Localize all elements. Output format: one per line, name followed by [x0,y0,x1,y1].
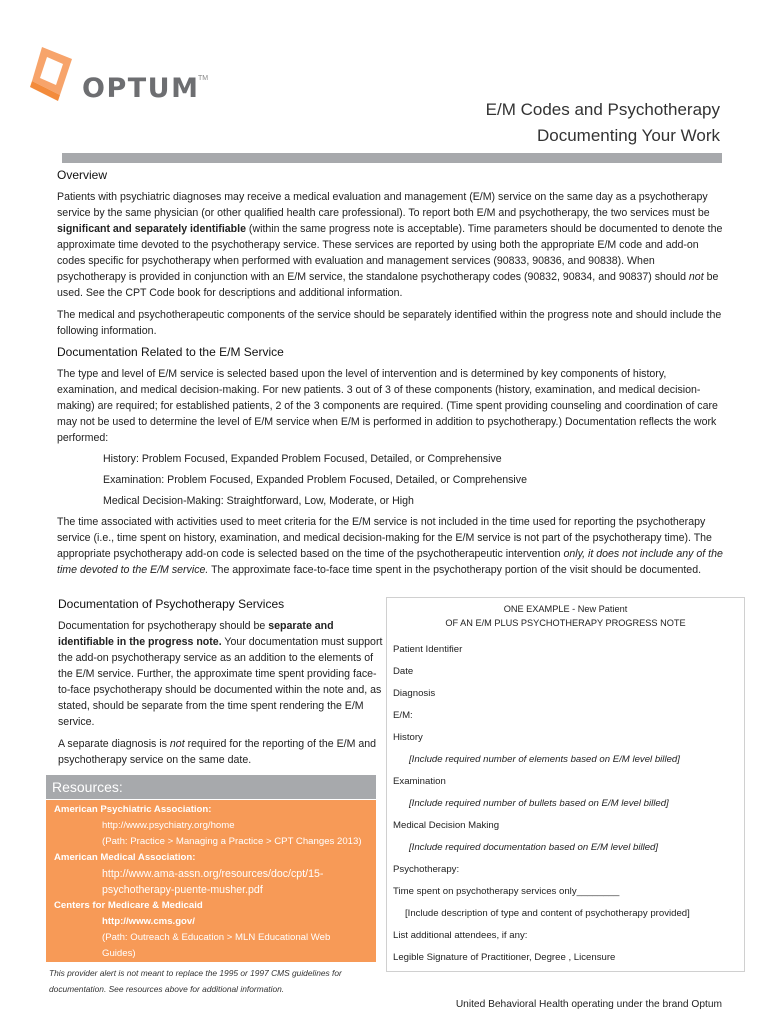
em-mdm-text: : Straightforward, Low, Moderate, or High [220,495,414,507]
resource-apa-path: (Path: Practice > Managing a Practice > CPT Changes 2013) [102,836,362,847]
psycho-text: A separate diagnosis is [58,738,170,750]
em-heading: Documentation Related to the E/M Service [57,345,284,359]
example-header-line-1: ONE EXAMPLE - New Patient [503,604,628,614]
example-patient-identifier: Patient Identifier [393,644,463,655]
example-mdm-note: [Include required documentation based on E/M level billed] [409,842,659,853]
example-mdm: Medical Decision Making [393,820,500,831]
overview-emphasis: significant and separately identifiable [57,223,246,235]
example-time-spent: Time spent on psychotherapy services only________ [393,886,620,897]
psycho-emphasis: separate and identifiable in the progress note. [58,620,334,648]
em-history-line [57,451,723,467]
psychotherapy-heading: Documentation of Psychotherapy Services [58,597,285,611]
example-header [387,602,744,630]
title-divider [62,153,722,163]
example-time-note: [Include description of type and content of psychotherapy provided] [405,908,690,919]
resource-cms-path-2: Guides) [102,948,136,959]
overview-paragraph-1 [57,189,723,301]
resource-ama-link-1[interactable]: http://www.ama-assn.org/resources/doc/cpt/15- [102,868,324,880]
example-examination: Examination [393,776,446,787]
em-emphasis: only, it does not include any of the time devoted to the E/M service. [57,548,723,576]
em-section [57,344,723,578]
overview-paragraph-2: The medical and psychotherapeutic components of the service should be separately identified within the progress note and should include the following information. [57,309,722,337]
resource-ama: American Medical Association: [54,852,196,863]
example-diagnosis: Diagnosis [393,688,436,699]
psycho-emphasis-not: not [169,738,185,750]
disclaimer [49,965,379,997]
em-exam-text: : Problem Focused, Expanded Problem Focused, Detailed, or Comprehensive [161,474,527,486]
disclaimer-line-2: documentation. See resources above for additional information. [49,984,285,994]
psycho-text: Your documentation must support the add-on psychotherapy service as an addition to the elements of the E/M service. Further, the approximate time spent providing face-to-face psychotherapy should be documented within the note and, as stated, should be separate from the time spent rendering the E/M service. [58,636,383,728]
resource-apa-link[interactable]: http://www.psychiatry.org/home [102,820,235,831]
optum-logo-icon [30,45,90,105]
disclaimer-line-1: This provider alert is not meant to replace the 1995 or 1997 CMS guidelines for [49,968,342,978]
title-line-2: Documenting Your Work [536,126,720,145]
em-mdm-label: Medical Decision-Making [103,495,221,507]
resources-panel [46,800,376,962]
resource-cms-path-1: (Path: Outreach & Education > MLN Educational Web [102,932,331,943]
em-exam-label: Examination [103,474,162,486]
em-history-label: History [103,453,136,465]
overview-text: Patients with psychiatric diagnoses may receive a medical evaluation and management (E/M) service on the same day as a psychotherapy service by the same physician (or other qualified health care professional). To report both E/M and psychotherapy, the two services must be [57,191,710,219]
example-progress-note [386,597,745,972]
example-em: E/M: [393,710,413,721]
example-exam-note: [Include required number of bullets based on E/M level billed] [409,798,669,809]
page-title [486,97,720,149]
optum-logo [30,45,220,105]
overview-emphasis-not: not [688,271,704,283]
psychotherapy-paragraph-1 [58,618,388,730]
overview-text: be used. See the CPT Code book for descriptions and additional information. [57,271,719,299]
em-mdm-line [57,493,723,509]
logo-trademark: TM [198,75,209,82]
footer-brand: United Behavioral Health operating under the brand Optum [455,999,722,1010]
resource-apa: American Psychiatric Association: [54,804,212,815]
psychotherapy-paragraph-2 [58,736,388,768]
psychotherapy-section [58,596,388,768]
example-history: History [393,732,423,743]
resource-cms: Centers for Medicare & Medicaid [54,900,203,911]
em-paragraph-1: The type and level of E/M service is selected based upon the level of intervention and is determined by key components of history, examination, and medical decision-making. For new patients. 3 out of 3 of these components (history, examination, and medical decision-making) are required; for established patients, 2 of the 3 components are required. (Time spent providing counseling and coordination of care may not be used to determine the level of E/M service when E/M is performed in addition to psychotherapy.) Documentation reflects the work performed: [57,368,718,444]
overview-section [57,167,723,339]
example-signature: Legible Signature of Practitioner, Degree , Licensure [393,952,616,963]
title-line-1: E/M Codes and Psychotherapy [485,100,720,119]
em-exam-line [57,472,723,488]
example-history-note: [Include required number of elements based on E/M level billed] [409,754,680,765]
example-date: Date [393,666,414,677]
example-header-line-2: OF AN E/M PLUS PSYCHOTHERAPY PROGRESS NOTE [445,618,686,628]
logo-wordmark: OPTUM [82,73,200,104]
em-paragraph-2 [57,514,723,578]
em-text: The time associated with activities used to meet criteria for the E/M service is not included in the time used for reporting the psychotherapy service (i.e., time spent on history, examination, and medical decision-making for the E/M service is not part of the psychotherapy time). The appropriate psychotherapy add-on code is selected based on the time of the psychotherapeutic intervention [57,516,712,560]
example-attendees: List additional attendees, if any: [393,930,528,941]
overview-heading: Overview [57,168,108,182]
resources-heading: Resources: [46,775,376,799]
overview-text: (within the same progress note is acceptable). Time parameters should be documented to denote the approximate time devoted to the psychotherapy service. These services are reported by using both the appropriate E/M code and add-on codes specific for psychotherapy when performed with evaluation and management services (90833, 90836, and 90838). When psychotherapy is provided in conjunction with an E/M service, the standalone psychotherapy codes (90832, 90834, and 90837) should [57,223,723,283]
resource-cms-link[interactable]: http://www.cms.gov/ [102,916,195,927]
psycho-text: Documentation for psychotherapy should be [58,620,269,632]
example-psychotherapy: Psychotherapy: [393,864,460,875]
psycho-text: required for the reporting of the E/M and psychotherapy service on the same date. [58,738,377,766]
em-history-text: : Problem Focused, Expanded Problem Focused, Detailed, or Comprehensive [135,453,502,465]
resource-ama-link-2[interactable]: psychotherapy-puente-musher.pdf [102,884,263,896]
em-text: The approximate face-to-face time spent in the psychotherapy portion of the visit should be documented. [208,564,702,576]
